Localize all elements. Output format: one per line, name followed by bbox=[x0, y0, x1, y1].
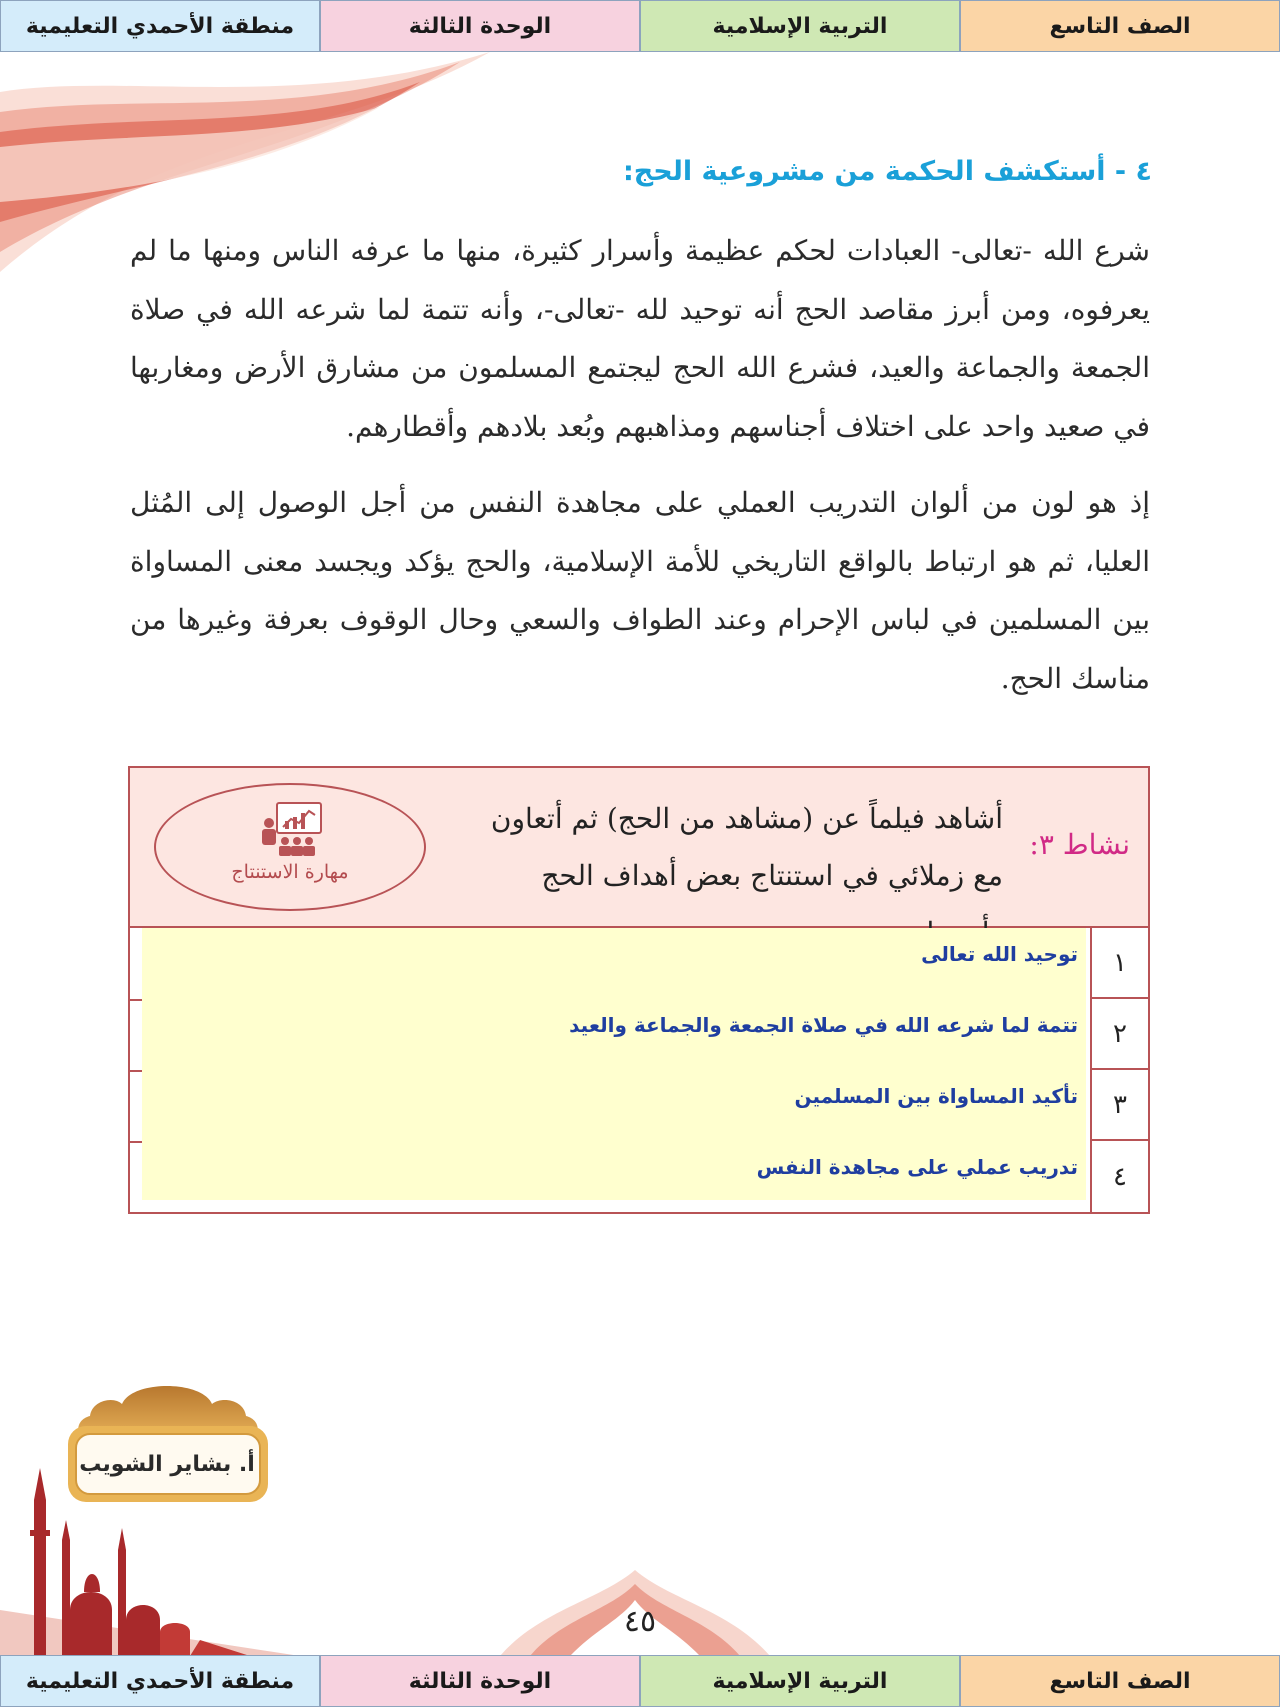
footer-bar bbox=[0, 1655, 1280, 1707]
header-grade: الصف التاسع bbox=[960, 0, 1280, 52]
header-subject: التربية الإسلامية bbox=[640, 0, 960, 52]
answer-text[interactable]: تأكيد المساواة بين المسلمين bbox=[794, 1084, 1078, 1108]
paragraph-2: إذ هو لون من ألوان التدريب العملي على مجاهدة النفس من أجل الوصول إلى المُثل العليا، ثم هو ارتباط بالواقع التاريخي للأمة الإسلامية، والحج يؤكد ويجسد معنى المساواة بين المسلمين في لباس الإحرام وعند الطواف والسعي وحال الوقوف بعرفة وغيرها من مناسك الحج. bbox=[130, 486, 1150, 695]
answers-table bbox=[130, 928, 1148, 1212]
skill-label: مهارة الاستنتاج bbox=[231, 861, 349, 883]
footer-region: منطقة الأحمدي التعليمية bbox=[0, 1655, 320, 1707]
footer-unit: الوحدة الثالثة bbox=[320, 1655, 640, 1707]
section-heading: ٤ - أستكشف الحكمة من مشروعية الحج: bbox=[622, 156, 1152, 187]
activity-instruction: أشاهد فيلماً عن (مشاهد من الحج) ثم أتعاون مع زملائي في استنتاج بعض أهداف الحج bbox=[490, 802, 1003, 892]
activity-header bbox=[130, 768, 1148, 928]
header-unit: الوحدة الثالثة bbox=[320, 0, 640, 52]
answer-number: ٤ bbox=[1090, 1141, 1148, 1212]
presentation-icon bbox=[259, 801, 325, 857]
answer-text[interactable]: تدريب عملي على مجاهدة النفس bbox=[756, 1155, 1078, 1179]
answer-row-3 bbox=[130, 1070, 1148, 1141]
answer-row-4 bbox=[130, 1141, 1148, 1212]
footer-subject: التربية الإسلامية bbox=[640, 1655, 960, 1707]
answer-text[interactable]: توحيد الله تعالى bbox=[921, 942, 1078, 966]
answer-text[interactable]: تتمة لما شرعه الله في صلاة الجمعة والجماعة والعيد bbox=[569, 1013, 1078, 1037]
answer-number: ١ bbox=[1090, 928, 1148, 999]
answer-number: ٣ bbox=[1090, 1070, 1148, 1141]
footer-grade: الصف التاسع bbox=[960, 1655, 1280, 1707]
page-number: ٤٥ bbox=[623, 1604, 657, 1639]
answer-row-1 bbox=[130, 928, 1148, 999]
mosque-silhouette bbox=[0, 1460, 300, 1656]
skill-oval bbox=[154, 783, 426, 911]
header-bar bbox=[0, 0, 1280, 52]
answer-row-2 bbox=[130, 999, 1148, 1070]
paragraph-1: شرع الله -تعالى- العبادات لحكم عظيمة وأسرار كثيرة، منها ما عرفه الناس ومنها ما لم يعرفوه، ومن أبرز مقاصد الحج أنه توحيد لله -تعالى-، وأنه تتمة لما شرعه الله في صلاة الجمعة والجماعة والعيد، فشرع الله الحج ليجتمع المسلمون من مشارق الأرض ومغاربها في صعيد واحد على اختلاف أجناسهم ومذاهبهم وبُعد بلادهم وأقطارهم. bbox=[130, 234, 1150, 443]
header-region: منطقة الأحمدي التعليمية bbox=[0, 0, 320, 52]
teacher-name: أ. بشاير الشويب bbox=[79, 1452, 255, 1477]
activity-label: نشاط ٣: bbox=[1029, 828, 1130, 861]
answer-number: ٢ bbox=[1090, 999, 1148, 1070]
activity-box bbox=[128, 766, 1150, 1214]
